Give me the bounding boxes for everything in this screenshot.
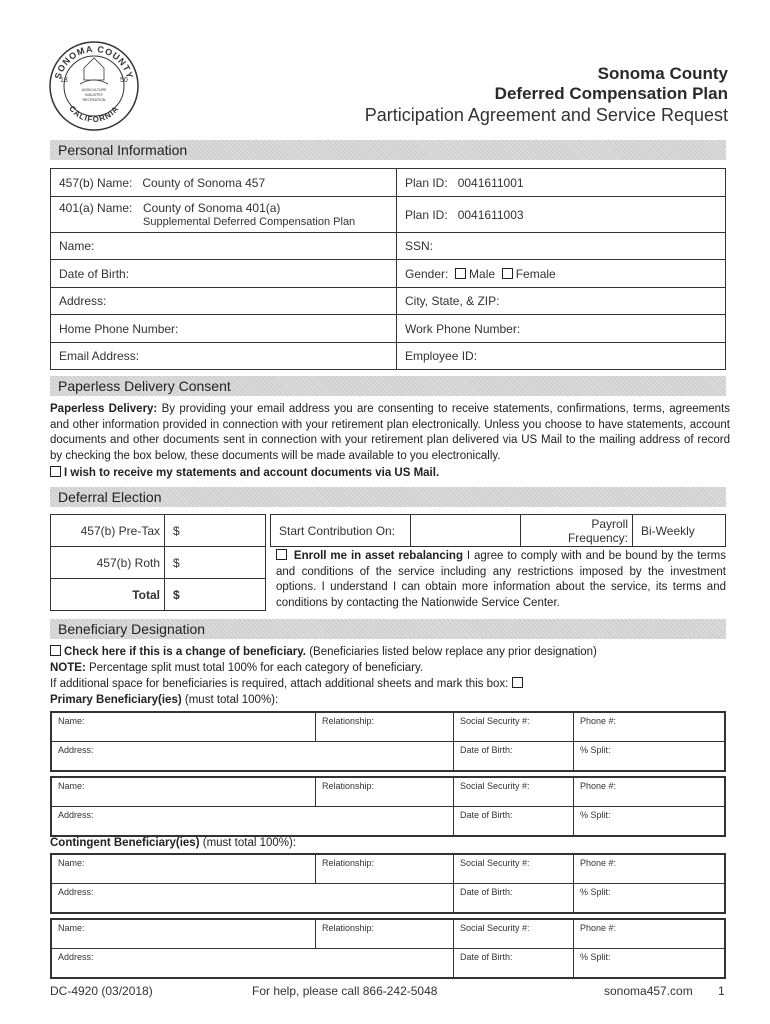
svg-text:SONOMA COUNTY: [53, 44, 135, 80]
deferral-amounts-table: [50, 514, 266, 611]
asset-rebalancing-body: I agree to comply with and be bound by the terms and conditions of the service including any restrictions imposed by the investment options. I understand I can obtain more information about the service, its terms and conditions by contacting the Nationwide Service Center.: [276, 550, 726, 609]
plan-id-2-cell[interactable]: [397, 197, 726, 233]
contingent-heading-row: [50, 837, 296, 849]
contingent1-name-label: Name:: [58, 858, 85, 868]
contingent1-dob-field[interactable]: [454, 884, 574, 913]
contribution-schedule-table: [270, 514, 726, 547]
dob-field[interactable]: [51, 260, 397, 288]
section-deferral-election: Deferral Election: [50, 487, 726, 507]
primary1-phone-label: Phone #:: [580, 716, 617, 726]
asset-rebalancing-option: [276, 549, 726, 611]
work-phone-label: Work Phone Number:: [405, 321, 521, 336]
contingent-heading: Contingent Beneficiary(ies): [50, 837, 200, 849]
plan-id-1-value: 0041611001: [457, 175, 524, 190]
primary2-ssn-label: Social Security #:: [460, 781, 530, 791]
primary-beneficiary-2: [50, 776, 726, 837]
contingent1-relationship-field[interactable]: [316, 855, 454, 884]
form-id: DC-4920 (03/2018): [50, 984, 153, 998]
contingent2-split-label: % Split:: [580, 952, 611, 962]
paperless-lead: Paperless Delivery:: [50, 403, 158, 415]
personal-info-table: [50, 168, 726, 370]
primary2-phone-field[interactable]: [574, 778, 725, 807]
primary1-ssn-field[interactable]: [454, 713, 574, 742]
beneficiary-instructions: [50, 644, 730, 708]
city-state-zip-field[interactable]: [397, 288, 726, 315]
roth-currency: $: [173, 555, 180, 570]
asset-rebalancing-lead: Enroll me in asset rebalancing: [293, 550, 463, 562]
primary2-name-label: Name:: [58, 781, 85, 791]
contingent1-phone-label: Phone #:: [580, 858, 617, 868]
male-checkbox[interactable]: [455, 268, 466, 279]
seal-bottom-text: CALIFORNIA: [67, 104, 121, 125]
additional-space-text: If additional space for beneficiaries is required, attach additional sheets and mark this box:: [50, 678, 509, 690]
contingent2-relationship-field[interactable]: [316, 920, 454, 949]
contingent2-ssn-label: Social Security #:: [460, 923, 530, 933]
pretax-amount-field[interactable]: [165, 515, 266, 547]
header-county: Sonoma County: [597, 64, 728, 83]
us-mail-label: I wish to receive my statements and account documents via US Mail.: [64, 467, 440, 479]
paperless-paragraph: [50, 402, 730, 464]
contingent1-name-field[interactable]: [52, 855, 316, 884]
website: sonoma457.com: [604, 984, 693, 998]
primary2-name-field[interactable]: [52, 778, 316, 807]
pretax-currency: $: [173, 523, 180, 538]
contingent2-phone-label: Phone #:: [580, 923, 617, 933]
female-label: Female: [515, 266, 556, 281]
seal-center-line-2: INDUSTRY: [85, 93, 103, 97]
help-phone: For help, please call 866-242-5048: [252, 984, 438, 998]
note-lead: NOTE:: [50, 662, 86, 674]
header-plan: Deferred Compensation Plan: [494, 84, 728, 103]
contingent2-name-field[interactable]: [52, 920, 316, 949]
city-state-zip-label: City, State, & ZIP:: [405, 294, 500, 308]
primary1-split-field[interactable]: [574, 742, 725, 771]
contingent-beneficiary-1: [50, 853, 726, 914]
contingent2-relationship-label: Relationship:: [322, 923, 375, 933]
plan-401-value-line1: County of Sonoma 401(a): [143, 200, 281, 215]
seal-year-left: 18: [60, 77, 68, 84]
plan-457-cell[interactable]: [51, 169, 397, 197]
contingent2-ssn-field[interactable]: [454, 920, 574, 949]
contingent2-name-label: Name:: [58, 923, 85, 933]
asset-rebalancing-checkbox[interactable]: [276, 549, 287, 560]
primary2-dob-label: Date of Birth:: [460, 810, 513, 820]
pretax-label: 457(b) Pre-Tax: [51, 515, 165, 547]
start-contribution-field[interactable]: [411, 515, 521, 547]
primary-beneficiary-1: [50, 711, 726, 772]
seal-top-text: SONOMA COUNTY: [52, 43, 136, 81]
contingent2-split-field[interactable]: [574, 949, 725, 978]
document-header: [365, 64, 728, 126]
primary1-dob-field[interactable]: [454, 742, 574, 771]
gender-field: [397, 260, 726, 288]
email-field[interactable]: [51, 343, 397, 370]
section-personal-information: Personal Information: [50, 140, 726, 160]
payroll-frequency-label: Payroll Frequency:: [521, 515, 633, 547]
contingent1-ssn-field[interactable]: [454, 855, 574, 884]
total-currency: $: [173, 587, 180, 602]
change-beneficiary-lead: Check here if this is a change of beneficiary.: [64, 646, 307, 658]
primary2-split-label: % Split:: [580, 810, 611, 820]
plan-401-value-line2: Supplemental Deferred Compensation Plan: [143, 215, 356, 228]
primary1-name-label: Name:: [58, 716, 85, 726]
contingent-suffix: (must total 100%):: [202, 837, 297, 849]
gender-label: Gender:: [405, 266, 449, 281]
contingent1-phone-field[interactable]: [574, 855, 725, 884]
plan-401-cell[interactable]: [51, 197, 397, 233]
plan-457-label: 457(b) Name:: [59, 175, 133, 190]
section-beneficiary-designation: Beneficiary Designation: [50, 619, 726, 639]
contingent2-address-field[interactable]: [52, 949, 454, 978]
primary1-relationship-field[interactable]: [316, 713, 454, 742]
change-beneficiary-body: (Beneficiaries listed below replace any prior designation): [309, 646, 597, 658]
male-label: Male: [469, 266, 496, 281]
employee-id-label: Employee ID:: [405, 349, 478, 363]
name-field[interactable]: [51, 233, 397, 260]
roth-label: 457(b) Roth: [51, 547, 165, 579]
primary2-split-field[interactable]: [574, 807, 725, 836]
seal-center-line-1: AGRICULTURE: [81, 88, 107, 92]
page-number: 1: [718, 984, 725, 998]
section-paperless-delivery: Paperless Delivery Consent: [50, 376, 726, 396]
primary2-dob-field[interactable]: [454, 807, 574, 836]
primary2-address-label: Address:: [58, 810, 94, 820]
home-phone-label: Home Phone Number:: [59, 321, 179, 336]
contingent1-dob-label: Date of Birth:: [460, 887, 513, 897]
start-contribution-label: Start Contribution On:: [271, 515, 411, 547]
primary2-address-field[interactable]: [52, 807, 454, 836]
contingent1-address-field[interactable]: [52, 884, 454, 913]
primary-heading: Primary Beneficiary(ies): [50, 694, 182, 706]
plan-401-label: 401(a) Name:: [59, 200, 133, 215]
email-label: Email Address:: [59, 349, 140, 363]
female-checkbox[interactable]: [502, 268, 513, 279]
contingent2-phone-field[interactable]: [574, 920, 725, 949]
employee-id-field[interactable]: [397, 343, 726, 370]
primary1-name-field[interactable]: [52, 713, 316, 742]
seal-year-right: 50: [120, 77, 128, 84]
contingent1-relationship-label: Relationship:: [322, 858, 375, 868]
total-label: Total: [51, 579, 165, 611]
primary1-address-label: Address:: [58, 745, 94, 755]
roth-amount-field[interactable]: [165, 547, 266, 579]
primary2-relationship-field[interactable]: [316, 778, 454, 807]
contingent2-address-label: Address:: [58, 952, 94, 962]
primary1-address-field[interactable]: [52, 742, 454, 771]
contingent2-dob-field[interactable]: [454, 949, 574, 978]
address-field[interactable]: [51, 288, 397, 315]
primary-suffix: (must total 100%):: [184, 694, 279, 706]
contingent-beneficiary-2: [50, 918, 726, 979]
primary1-split-label: % Split:: [580, 745, 611, 755]
primary1-ssn-label: Social Security #:: [460, 716, 530, 726]
primary1-dob-label: Date of Birth:: [460, 745, 513, 755]
plan-id-2-value: 0041611003: [457, 207, 524, 222]
home-phone-field[interactable]: [51, 315, 397, 343]
additional-sheets-checkbox[interactable]: [512, 677, 523, 688]
dob-label: Date of Birth:: [59, 266, 130, 281]
plan-id-1-label: Plan ID:: [405, 175, 448, 190]
address-label: Address:: [59, 294, 107, 308]
svg-text:CALIFORNIA: [67, 104, 121, 124]
ssn-label: SSN:: [405, 239, 434, 253]
note-body: Percentage split must total 100% for each category of beneficiary.: [88, 662, 424, 674]
contingent1-split-label: % Split:: [580, 887, 611, 897]
work-phone-field[interactable]: [397, 315, 726, 343]
contingent1-ssn-label: Social Security #:: [460, 858, 530, 868]
primary2-relationship-label: Relationship:: [322, 781, 375, 791]
primary2-ssn-field[interactable]: [454, 778, 574, 807]
ssn-field[interactable]: [397, 233, 726, 260]
plan-id-1-cell[interactable]: [397, 169, 726, 197]
payroll-frequency-value: Bi-Weekly: [633, 515, 726, 547]
primary1-phone-field[interactable]: [574, 713, 725, 742]
plan-id-2-label: Plan ID:: [405, 207, 448, 222]
total-amount-field[interactable]: [165, 579, 266, 611]
primary2-phone-label: Phone #:: [580, 781, 617, 791]
contingent2-dob-label: Date of Birth:: [460, 952, 513, 962]
county-seal: [48, 40, 140, 132]
header-subtitle: Participation Agreement and Service Request: [364, 105, 728, 125]
paperless-body: By providing your email address you are consenting to receive statements, confirmations, terms, agreements and other information provided in connection with your retirement plan electronically. Unless you choose to have statements, account documents and other documents sent in connection with your retirement plan delivered via US Mail to the mailing address of record by checking the box below, these documents will be made available to you electronically.: [50, 403, 730, 462]
us-mail-checkbox[interactable]: [50, 466, 61, 477]
contingent1-split-field[interactable]: [574, 884, 725, 913]
plan-457-value: County of Sonoma 457: [142, 175, 266, 190]
primary1-relationship-label: Relationship:: [322, 716, 375, 726]
us-mail-option: [50, 466, 439, 479]
name-label: Name:: [59, 239, 95, 253]
seal-center-line-3: RECREATION: [82, 98, 106, 102]
change-beneficiary-checkbox[interactable]: [50, 645, 61, 656]
contingent1-address-label: Address:: [58, 887, 94, 897]
